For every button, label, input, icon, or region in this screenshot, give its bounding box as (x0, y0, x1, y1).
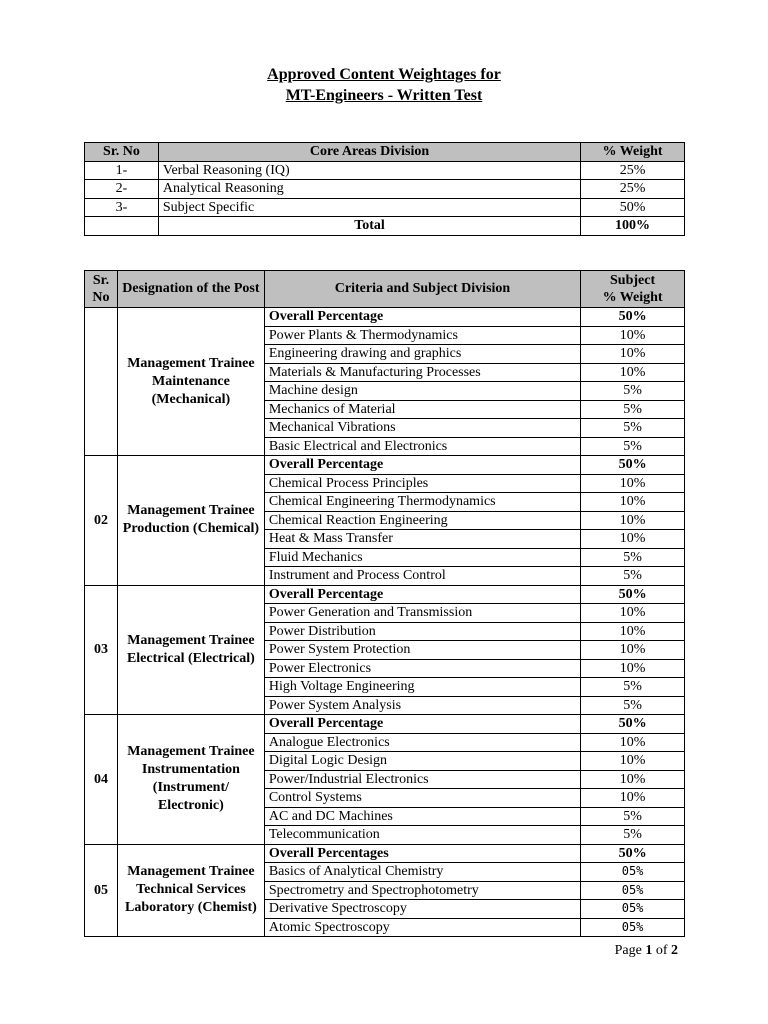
subject-weight: 5% (581, 400, 685, 419)
subject-name: Chemical Engineering Thermodynamics (264, 493, 580, 512)
subject-name: Overall Percentage (264, 715, 580, 734)
subject-name: Overall Percentage (264, 456, 580, 475)
document-title (0, 64, 768, 106)
subject-weight: 5% (581, 678, 685, 697)
core-sr: 2- (85, 180, 159, 199)
subject-name: Mechanics of Material (264, 400, 580, 419)
group-post-designation: Management Trainee Production (Chemical) (117, 456, 264, 586)
subject-name: Power Distribution (264, 622, 580, 641)
subject-name: AC and DC Machines (264, 807, 580, 826)
subject-weight: 10% (581, 604, 685, 623)
subject-weight: 10% (581, 752, 685, 771)
subject-weight: 10% (581, 326, 685, 345)
core-weight: 25% (581, 161, 685, 180)
subject-header-weight-line2: % Weight (602, 290, 663, 305)
group-sr-no (85, 308, 118, 456)
subject-header-weight (581, 271, 685, 308)
core-header-area: Core Areas Division (158, 143, 580, 162)
subject-weight: 50% (581, 308, 685, 327)
subject-weight: 10% (581, 733, 685, 752)
subject-name: Overall Percentage (264, 308, 580, 327)
group-sr-no: 04 (85, 715, 118, 845)
core-areas-table (84, 142, 685, 236)
subject-weight: 05% (581, 863, 685, 882)
core-row (85, 180, 685, 199)
subject-name: High Voltage Engineering (264, 678, 580, 697)
table-row (85, 308, 685, 327)
subject-weight: 10% (581, 622, 685, 641)
subject-name: Spectrometry and Spectrophotometry (264, 881, 580, 900)
subject-header-criteria: Criteria and Subject Division (264, 271, 580, 308)
subject-weight: 10% (581, 345, 685, 364)
group-post-designation: Management Trainee Instrumentation (Instrument/ Electronic) (117, 715, 264, 845)
core-area: Verbal Reasoning (IQ) (158, 161, 580, 180)
subject-name: Derivative Spectroscopy (264, 900, 580, 919)
subject-name: Engineering drawing and graphics (264, 345, 580, 364)
subject-name: Analogue Electronics (264, 733, 580, 752)
subject-name: Atomic Spectroscopy (264, 918, 580, 937)
subject-weight: 10% (581, 641, 685, 660)
subject-weight: 50% (581, 585, 685, 604)
subject-name: Chemical Process Principles (264, 474, 580, 493)
subject-weight-table (84, 270, 685, 937)
core-weight: 50% (581, 198, 685, 217)
page-footer (615, 943, 678, 959)
subject-name: Power Electronics (264, 659, 580, 678)
subject-weight: 5% (581, 548, 685, 567)
subject-name: Power Plants & Thermodynamics (264, 326, 580, 345)
table-row (85, 844, 685, 863)
subject-weight: 50% (581, 844, 685, 863)
subject-weight: 5% (581, 696, 685, 715)
subject-name: Instrument and Process Control (264, 567, 580, 586)
subject-weight: 50% (581, 715, 685, 734)
subject-weight: 5% (581, 382, 685, 401)
core-area: Subject Specific (158, 198, 580, 217)
subject-name: Chemical Reaction Engineering (264, 511, 580, 530)
subject-name: Digital Logic Design (264, 752, 580, 771)
core-total-label: Total (158, 217, 580, 236)
table-row (85, 585, 685, 604)
group-post-designation: Management Trainee Electrical (Electrical) (117, 585, 264, 715)
subject-name: Mechanical Vibrations (264, 419, 580, 438)
subject-name: Telecommunication (264, 826, 580, 845)
core-sr: 3- (85, 198, 159, 217)
subject-weight: 05% (581, 881, 685, 900)
footer-prefix: Page (614, 943, 646, 958)
core-total-value: 100% (581, 217, 685, 236)
subject-weight: 5% (581, 826, 685, 845)
subject-weight: 10% (581, 511, 685, 530)
subject-weight: 05% (581, 918, 685, 937)
subject-weight: 50% (581, 456, 685, 475)
subject-name: Materials & Manufacturing Processes (264, 363, 580, 382)
footer-total: 2 (671, 943, 678, 958)
subject-name: Control Systems (264, 789, 580, 808)
subject-name: Basics of Analytical Chemistry (264, 863, 580, 882)
subject-weight: 10% (581, 530, 685, 549)
subject-name: Overall Percentages (264, 844, 580, 863)
core-weight: 25% (581, 180, 685, 199)
subject-name: Machine design (264, 382, 580, 401)
subject-weight: 10% (581, 789, 685, 808)
subject-weight: 10% (581, 474, 685, 493)
subject-weight: 10% (581, 770, 685, 789)
core-row (85, 161, 685, 180)
core-total-row (85, 217, 685, 236)
title-line-1: Approved Content Weightages for (267, 66, 501, 83)
group-post-designation: Management Trainee Technical Services Laboratory (Chemist) (117, 844, 264, 937)
group-post-designation: Management Trainee Maintenance (Mechanical) (117, 308, 264, 456)
core-total-empty (85, 217, 159, 236)
subject-name: Power System Analysis (264, 696, 580, 715)
title-line-2: MT-Engineers - Written Test (285, 87, 483, 104)
core-header-sr: Sr. No (85, 143, 159, 162)
subject-name: Overall Percentage (264, 585, 580, 604)
subject-weight: 10% (581, 363, 685, 382)
subject-weight: 5% (581, 807, 685, 826)
footer-of: of (652, 943, 671, 958)
subject-name: Fluid Mechanics (264, 548, 580, 567)
subject-weight: 05% (581, 900, 685, 919)
subject-header-post: Designation of the Post (117, 271, 264, 308)
subject-name: Power Generation and Transmission (264, 604, 580, 623)
core-sr: 1- (85, 161, 159, 180)
group-sr-no: 05 (85, 844, 118, 937)
subject-weight: 10% (581, 493, 685, 512)
subject-header-row (85, 271, 685, 308)
group-sr-no: 02 (85, 456, 118, 586)
subject-name: Power System Protection (264, 641, 580, 660)
subject-name: Heat & Mass Transfer (264, 530, 580, 549)
table-row (85, 456, 685, 475)
footer-current: 1 (645, 943, 653, 958)
subject-weight: 5% (581, 567, 685, 586)
core-header-weight: % Weight (581, 143, 685, 162)
core-header-row (85, 143, 685, 162)
subject-name: Power/Industrial Electronics (264, 770, 580, 789)
subject-header-sr: Sr. No (85, 271, 118, 308)
subject-name: Basic Electrical and Electronics (264, 437, 580, 456)
table-row (85, 715, 685, 734)
subject-weight: 5% (581, 419, 685, 438)
core-row (85, 198, 685, 217)
subject-weight: 10% (581, 659, 685, 678)
subject-header-weight-line1: Subject (610, 272, 656, 288)
core-area: Analytical Reasoning (158, 180, 580, 199)
subject-weight: 5% (581, 437, 685, 456)
group-sr-no: 03 (85, 585, 118, 715)
